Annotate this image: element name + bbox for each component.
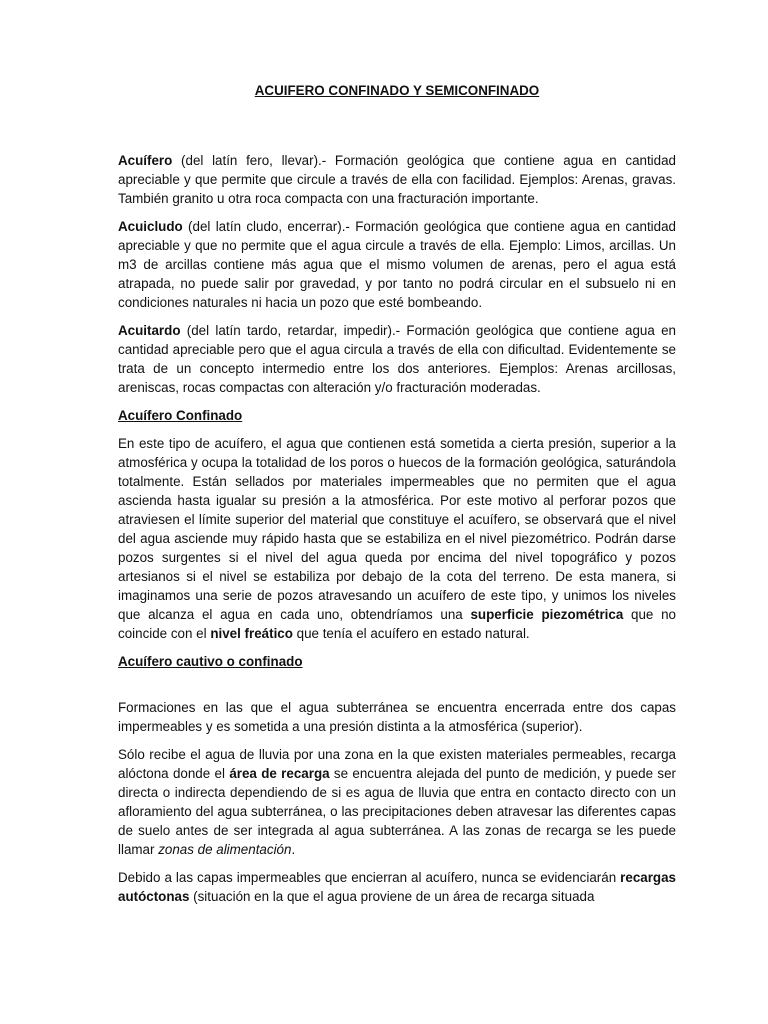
- recarga-bold-area: área de recarga: [229, 766, 330, 781]
- term-acuitardo: Acuitardo: [118, 323, 181, 338]
- definition-acuitardo: (del latín tardo, retardar, impedir).- Formación geológica que contiene agua en cantidad apreciable pero que el agua circula a través de ella con dificultad. Evidentemente se trata de un concepto intermedio entre los dos anteriores. Ejemplos: Arenas arcillosas, areniscas, rocas compactas con alteración y/o fracturación moderadas.: [118, 323, 676, 395]
- section-heading-cautivo: Acuífero cautivo o confinado: [118, 654, 303, 669]
- document-page: [118, 80, 676, 915]
- section-heading-confinado: Acuífero Confinado: [118, 408, 243, 423]
- heading-spacer: [118, 680, 676, 698]
- autoctonas-bold: recargas autóctonas: [118, 870, 676, 904]
- paragraph-autoctonas: [118, 868, 676, 906]
- title-spacer: [118, 102, 676, 151]
- confinado-text-b: que no coincide con el: [118, 607, 676, 641]
- recarga-italic-zonas: zonas de alimentación: [158, 842, 292, 857]
- document-title: ACUIFERO CONFINADO Y SEMICONFINADO: [254, 83, 540, 98]
- paragraph-acuitardo: [118, 321, 676, 397]
- paragraph-confinado: [118, 434, 676, 643]
- autoctonas-text-a: Debido a las capas impermeables que encierran al acuífero, nunca se evidenciarán: [118, 870, 621, 885]
- confinado-bold-nivel: nivel freático: [210, 626, 293, 641]
- paragraph-formaciones: [118, 698, 676, 736]
- paragraph-acuicludo: [118, 217, 676, 312]
- formaciones-text: Formaciones en las que el agua subterránea se encuentra encerrada entre dos capas impermeables y es sometida a una presión distinta a la atmosférica (superior).: [118, 700, 676, 734]
- confinado-text-a: En este tipo de acuífero, el agua que contienen está sometida a cierta presión, superior a la atmosférica y ocupa la totalidad de los poros o huecos de la formación geológica, saturándola totalmente. Están sellados por materiales impermeables que no permiten que el agua ascienda hasta igualar su presión a la atmosférica. Por este motivo al perforar pozos que atraviesen el límite superior del material que constituye el acuífero, se observará que el nivel del agua asciende muy rápido hasta que se estabiliza en el nivel piezométrico. Podrán darse pozos surgentes si el nivel del agua queda por encima del nivel topográfico y pozos artesianos si el nivel se estabiliza por debajo de la cota del terreno. De esta manera, si imaginamos una serie de pozos atravesando un acuífero de este tipo, y unimos los niveles que alcanza el agua en cada uno, obtendríamos una: [118, 436, 676, 622]
- autoctonas-text-b: (situación en la que el agua proviene de un área de recarga situada: [189, 889, 595, 904]
- definition-acuifero: (del latín fero, llevar).- Formación geológica que contiene agua en cantidad apreciable y que permite que circule a través de ella con facilidad. Ejemplos: Arenas, gravas. También granito u otra roca compacta con una fracturación importante.: [118, 153, 676, 206]
- definition-acuicludo: (del latín cludo, encerrar).- Formación geológica que contiene agua en cantidad apreciable y que no permite que el agua circule a través de ella. Ejemplo: Limos, arcillas. Un m3 de arcillas contiene más agua que el mismo volumen de arenas, pero el agua está atrapada, no puede salir por gravedad, y por tanto no podrá circular en el subsuelo ni en condiciones naturales ni hacia un pozo que esté bombeando.: [118, 219, 676, 310]
- paragraph-acuifero: [118, 151, 676, 208]
- term-acuifero: Acuífero: [118, 153, 173, 168]
- confinado-text-c: que tenía el acuífero en estado natural.: [292, 626, 530, 641]
- recarga-text-c: .: [291, 842, 296, 857]
- confinado-bold-superficie: superficie piezométrica: [470, 607, 624, 622]
- recarga-text-a: Sólo recibe el agua de lluvia por una zona en la que existen materiales permeables, recarga alóctona donde el: [118, 747, 676, 781]
- term-acuicludo: Acuicludo: [118, 219, 183, 234]
- paragraph-recarga: [118, 745, 676, 859]
- recarga-text-b: se encuentra alejada del punto de medición, y puede ser directa o indirecta dependiendo de si es agua de lluvia que entra en contacto directo con un afloramiento del agua subterránea, o las precipitaciones deben atravesar las diferentes capas de suelo antes de ser integrada al agua subterránea. A las zonas de recarga se les puede llamar: [118, 766, 676, 857]
